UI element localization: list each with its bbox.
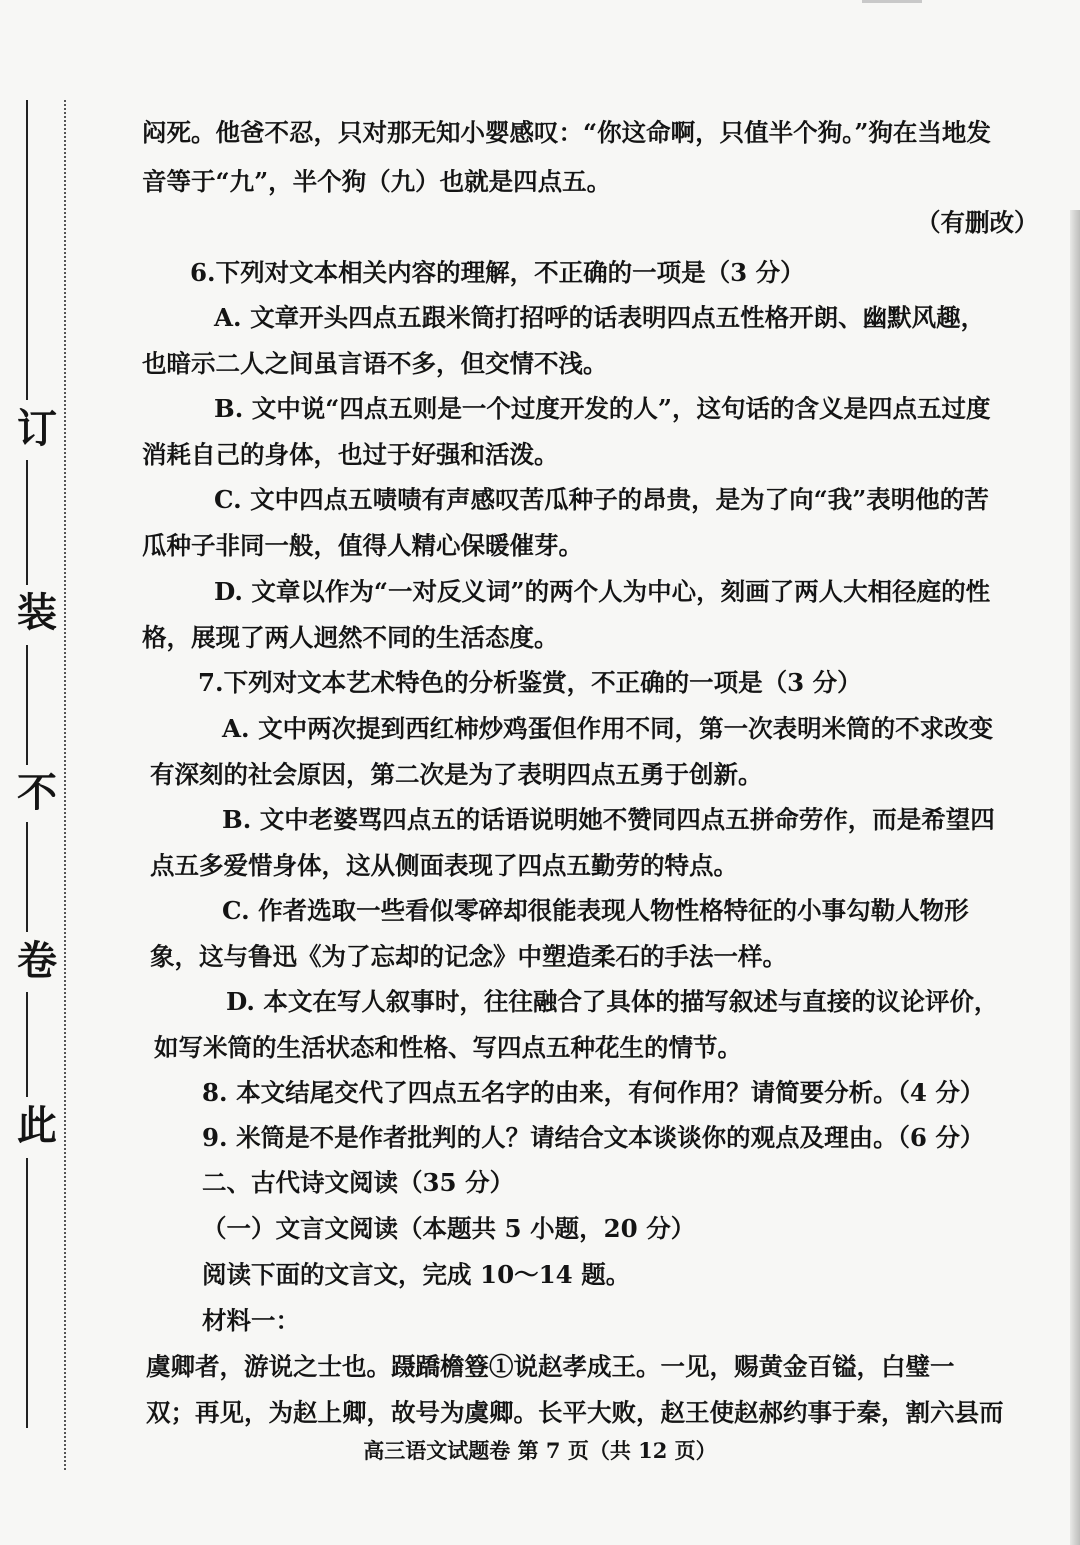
- binding-rule: [26, 822, 28, 932]
- classical-text-line: 虞卿者，游说之士也。蹑蹻檐簦①说赵孝成王。一见，赐黄金百镒，白璧一: [146, 1352, 955, 1381]
- binding-char: 订: [17, 405, 57, 452]
- passage-line: 音等于“九”，半个狗（九）也就是四点五。: [142, 167, 612, 196]
- question-6-option-a: A. 文章开头四点五跟米筒打招呼的话表明四点五性格开朗、幽默风趣，: [214, 303, 986, 332]
- question-8: 8. 本文结尾交代了四点五名字的由来，有何作用？请简要分析。（4 分）: [202, 1078, 985, 1107]
- question-6-option-d: 格，展现了两人迥然不同的生活态度。: [142, 623, 559, 652]
- question-7-option-c: 象，这与鲁迅《为了忘却的记念》中塑造柔石的手法一样。: [150, 942, 787, 971]
- question-6-option-b: B. 文中说“四点五则是一个过度开发的人”，这句话的含义是四点五过度: [214, 394, 991, 423]
- binding-rule: [26, 1158, 28, 1428]
- instruction: 阅读下面的文言文，完成 10～14 题。: [202, 1260, 631, 1289]
- page-edge-shadow: [1070, 210, 1080, 1545]
- binding-rule: [26, 460, 28, 585]
- passage-line: 闷死。他爸不忍，只对那无知小婴感叹：“你这命啊，只值半个狗。”狗在当地发: [142, 118, 991, 147]
- binding-char: 不: [17, 769, 57, 816]
- binding-char: 装: [17, 589, 57, 636]
- question-7-option-a: 有深刻的社会原因，第二次是为了表明四点五勇于创新。: [150, 760, 763, 789]
- question-6-stem: 6.下列对文本相关内容的理解，不正确的一项是（3 分）: [190, 258, 805, 287]
- question-6-option-a: 也暗示二人之间虽言语不多，但交情不浅。: [142, 349, 608, 378]
- binding-char: 卷: [17, 937, 57, 984]
- binding-dotted-line: [64, 100, 66, 1470]
- question-7-option-b: B. 文中老婆骂四点五的话语说明她不赞同四点五拼命劳作，而是希望四: [222, 805, 995, 834]
- question-7-option-b: 点五多爱惜身体，这从侧面表现了四点五勤劳的特点。: [150, 851, 738, 880]
- scan-mark: [862, 0, 922, 3]
- material-label: 材料一：: [202, 1306, 300, 1335]
- question-7-option-d: D. 本文在写人叙事时，往往融合了具体的描写叙述与直接的议论评价，: [226, 987, 999, 1016]
- binding-rule: [26, 100, 28, 400]
- source-note: （有删改）: [916, 208, 1039, 237]
- question-9: 9. 米筒是不是作者批判的人？请结合文本谈谈你的观点及理由。（6 分）: [202, 1123, 985, 1152]
- question-6-option-b: 消耗自己的身体，也过于好强和活泼。: [142, 440, 559, 469]
- binding-char: 此: [17, 1102, 57, 1149]
- page-footer: 高三语文试题卷 第 7 页（共 12 页）: [363, 1438, 717, 1463]
- question-7-option-d: 如写米筒的生活状态和性格、写四点五种花生的情节。: [154, 1033, 742, 1062]
- question-6-option-d: D. 文章以作为“一对反义词”的两个人为中心，刻画了两人大相径庭的性: [214, 577, 991, 606]
- binding-rule: [26, 645, 28, 765]
- binding-rule: [26, 992, 28, 1097]
- question-7-option-c: C. 作者选取一些看似零碎却很能表现人物性格特征的小事勾勒人物形: [222, 896, 969, 925]
- section-heading: 二、古代诗文阅读（35 分）: [202, 1168, 515, 1197]
- question-6-option-c: C. 文中四点五啧啧有声感叹苦瓜种子的昂贵，是为了向“我”表明他的苦: [214, 485, 989, 514]
- subsection-heading: （一）文言文阅读（本题共 5 小题，20 分）: [202, 1214, 696, 1243]
- question-6-option-c: 瓜种子非同一般，值得人精心保暖催芽。: [142, 531, 583, 560]
- classical-text-line: 双；再见，为赵上卿，故号为虞卿。长平大败，赵王使赵郝约事于秦，割六县而: [146, 1398, 1004, 1427]
- question-7-stem: 7.下列对文本艺术特色的分析鉴赏，不正确的一项是（3 分）: [198, 668, 862, 697]
- question-7-option-a: A. 文中两次提到西红柿炒鸡蛋但作用不同，第一次表明米筒的不求改变: [222, 714, 994, 743]
